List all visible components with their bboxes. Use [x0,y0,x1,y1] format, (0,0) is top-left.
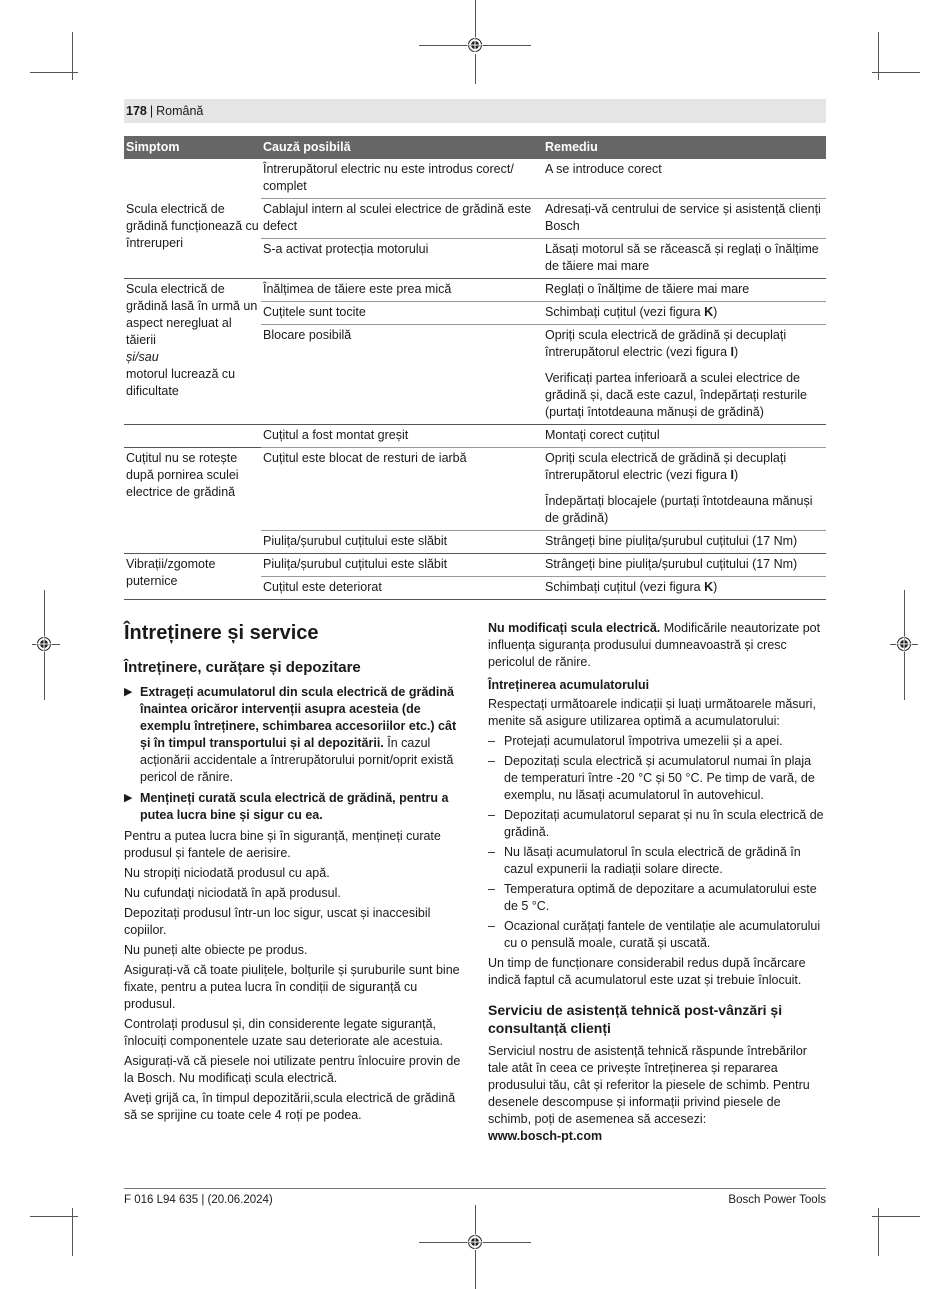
list-item: – Depozitați scula electrică și acumulatorul numai în plaja de temperaturi între -20 °C și 50 °C. Pe timp de vară, de exemplu, nu lăsați acumulatorul în autovehicul. [488,754,815,802]
remedy-cell: Lăsați motorul să se răcească și reglați o înălțime de tăiere mai mare [543,239,826,279]
service-link[interactable]: www.bosch-pt.com [488,1129,603,1143]
symptom-cell [124,159,261,199]
crop-mark [30,72,78,73]
cause-cell: S-a activat protecția motorului [261,239,543,279]
footer-brand: Bosch Power Tools [728,1194,826,1206]
subsection-title: Întreținere, curățare și depozitare [124,659,361,676]
table-header-row [124,136,826,159]
paragraph: Un timp de funcționare considerabil redus după încărcare indică faptul că acumulatorul este uzat și trebuie înlocuit. [488,956,806,987]
remedy-cell: Adresați-vă centrului de service și asistență clienți Bosch [543,199,826,239]
registration-mark-icon [36,636,52,652]
table-row [124,554,826,577]
paragraph: Serviciul nostru de asistență tehnică răspunde întrebărilor tale atât în ceea ce privește întreținerea și repararea produsului tău, cât și referitor la piesele de schimb. Pentru desenele descompuse și informații privind piesele de schimb, poți de asemenea să accesezi: [488,1044,810,1126]
cause-cell: Piulița/șurubul cuțitului este slăbit [261,531,543,554]
table-row [124,159,826,199]
page-number: 178 [126,104,147,118]
crop-mark [475,0,476,40]
figure-ref: I [730,345,734,359]
symptom-cell [124,279,261,425]
paragraph: Pentru a putea lucra bine și în siguranță, mențineți curate produsul și fantele de aerisire. [124,829,441,860]
remedy-cell: Strângeți bine piulița/șurubul cuțitului (17 Nm) [543,531,826,554]
remedy-cell: Montați corect cuțitul [543,425,826,448]
subsection-title: Serviciu de asistență tehnică post-vânzări și consultanță clienți [488,1002,783,1036]
footer-doc-id: F 016 L94 635 | (20.06.2024) [124,1194,273,1206]
right-column [488,620,826,1148]
remedy-cell: Schimbați cuțitul (vezi figura K) [543,577,826,600]
figure-ref: K [704,305,714,319]
cause-cell: Cuțitul este blocat de resturi de iarbă [261,448,543,531]
symptom-cell: Scula electrică de grădină funcționează cu întreruperi [124,199,261,279]
paragraph: Nu cufundați niciodată în apă produsul. [124,886,341,900]
cause-cell: Blocare posibilă [261,325,543,425]
remedy-cell: Opriți scula electrică de grădină și decuplați întrerupătorul electric (vezi figura I) Îndepărtați blocajele (purtați întotdeauna mănuși de grădină) [543,448,826,531]
triangle-bullet-icon: ▶ [124,792,133,804]
remedy-text: Îndepărtați blocajele (purtați întotdeauna mănuși de grădină) [545,494,813,525]
crop-mark [30,1216,78,1217]
paragraph: Nu modificați scula electrică. Modificările neautorizate pot influența siguranța produsului dumneavoastră și cresc pericolul de rănire. [488,621,821,669]
cause-cell: Cuțitul este deteriorat [261,577,543,600]
registration-mark-icon [467,37,483,53]
remedy-cell: Reglați o înălțime de tăiere mai mare [543,279,826,302]
crop-mark [872,1216,920,1217]
paragraph: Asigurați-vă că piesele noi utilizate pentru înlocuire provin de la Bosch. Nu modificați scula electrică. [124,1054,461,1085]
list-item: – Protejați acumulatorul împotriva umezelii și a apei. [488,734,783,748]
registration-mark-icon [467,1234,483,1250]
remedy-text: Verificați partea inferioară a sculei electrice de grădină și, dacă este cazul, îndepărtați resturile (purtați întotdeauna mănuși de grădină) [545,371,807,419]
bullet-item: ▶ Extrageți acumulatorul din scula electrică de grădină înaintea oricăror intervenții asupra acesteia (de exemplu întreținere, schimbarea accesoriilor etc.) cât și în timpul transportului și al depozitării. În cazul acționării accidentale a întrerupătorului pornit/oprit există pericol de rănire. [124,685,457,784]
symptom-connector: și/sau [126,350,159,364]
cause-cell: Întrerupătorul electric nu este introdus corect/ complet [261,159,543,199]
cause-cell: Piulița/șurubul cuțitului este slăbit [261,554,543,577]
symptom-cell: Vibrații/zgomote puternice [124,554,261,600]
column-header-remedy: Remediu [543,136,826,159]
list-item: – Ocazional curățați fantele de ventilație ale acumulatorului cu o pensulă moale, curată și uscată. [488,919,821,950]
column-header-symptom: Simptom [124,136,261,159]
list-item: – Nu lăsați acumulatorul în scula electrică de grădină în cazul expunerii la radiații solare directe. [488,845,801,876]
page-header: 178 | Română [124,99,826,123]
paragraph: Nu puneți alte obiecte pe produs. [124,943,308,957]
symptom-text: motorul lucrează cu dificultate [126,367,236,398]
paragraph: Controlați produsul și, din considerente legate siguranță, înlocuiți componentele uzate sau deteriorate ale acestuia. [124,1017,443,1048]
table-row [124,448,826,531]
figure-ref: I [730,468,734,482]
registration-mark-icon [896,636,912,652]
paragraph: Nu stropiți niciodată produsul cu apă. [124,866,330,880]
crop-mark [475,1250,476,1289]
table-row [124,425,826,448]
cause-cell: Cuțitul a fost montat greșit [261,425,543,448]
list-item: – Temperatura optimă de depozitare a acumulatorului este de 5 °C. [488,882,817,913]
list-item: – Depozitați acumulatorul separat și nu în scula electrică de grădină. [488,808,824,839]
table-row [124,279,826,302]
column-header-cause: Cauză posibilă [261,136,543,159]
crop-mark [872,72,920,73]
cause-cell: Cablajul intern al sculei electrice de grădină este defect [261,199,543,239]
paragraph: Aveți grijă ca, în timpul depozitării,scula electrică de grădină să se sprijine cu toate cele 4 roți pe podea. [124,1091,456,1122]
symptom-cell: Cuțitul nu se rotește după pornirea sculei electrice de grădină [124,448,261,554]
table-row [124,199,826,239]
cause-cell: Cuțitele sunt tocite [261,302,543,325]
troubleshooting-table [124,136,826,600]
remedy-cell: Strângeți bine piulița/șurubul cuțitului (17 Nm) [543,554,826,577]
triangle-bullet-icon: ▶ [124,686,133,698]
symptom-cell [124,425,261,448]
crop-mark [475,1205,476,1235]
left-column [124,620,464,1127]
subsection-title: Întreținerea acumulatorului [488,678,650,692]
paragraph: Asigurați-vă că toate piulițele, bolțurile și șuruburile sunt bine fixate, pentru a putea lucra în condiții de siguranță cu produsul. [124,963,460,1011]
remedy-cell: Schimbați cuțitul (vezi figura K) [543,302,826,325]
footer-divider [124,1188,826,1189]
bullet-item: ▶ Mențineți curată scula electrică de grădină, pentru a putea lucra bine și sigur cu ea. [124,791,449,822]
section-title: Întreținere și service [124,622,319,644]
paragraph: Depozitați produsul într-un loc sigur, uscat și inaccesibil copiilor. [124,906,431,937]
remedy-cell: Opriți scula electrică de grădină și decuplați întrerupătorul electric (vezi figura I) Verificați partea inferioară a sculei electrice de grădină și, dacă este cazul, îndepărtați resturile (purtați întotdeauna mănuși de grădină) [543,325,826,425]
paragraph: Respectați următoarele indicații și luați următoarele măsuri, menite să asigure utilizarea optimă a acumulatorului: [488,697,816,728]
figure-ref: K [704,580,714,594]
remedy-cell: A se introduce corect [543,159,826,199]
crop-mark [475,54,476,84]
language-label: Română [156,104,204,118]
symptom-text: Scula electrică de grădină lasă în urmă un aspect neregluat al tăierii [126,282,258,347]
cause-cell: Înălțimea de tăiere este prea mică [261,279,543,302]
